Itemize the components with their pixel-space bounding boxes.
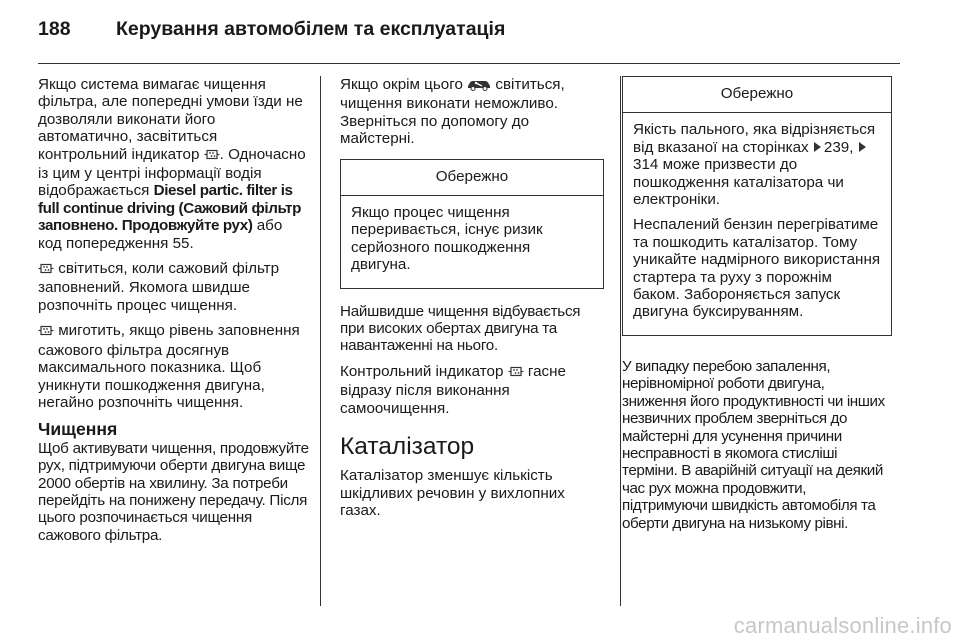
page-reference-link[interactable]: 314	[633, 156, 659, 174]
column-left	[38, 76, 310, 552]
column-divider	[320, 76, 321, 606]
watermark: carmanualsonline.info	[733, 613, 952, 638]
dpf-filter-warning-icon	[38, 324, 54, 341]
paragraph: світиться, коли сажовий фільтр заповнений. Якомога швидше розпочніть процес чищення.	[38, 260, 280, 314]
page-reference-link[interactable]: 239,	[823, 138, 854, 156]
caution-title: Обережно	[623, 77, 891, 113]
caution-title: Обережно	[341, 160, 603, 196]
paragraph: Якщо система вимагає чищення фільтра, але попередні умови їзди не дозволяли виконати його автоматично, засвітиться контрольний індикатор . Одночасно із цим у центрі інформації водія відображається Diesel partic. filter is full continue driving (Сажовий фільтр заповнено. Продовжуйте рух) або код попередження 55.	[38, 76, 306, 252]
column-divider	[620, 76, 621, 606]
caution-text: Неспалений бензин перегріватиме та пошкодить каталізатор. Тому уникайте надмірного використання стартера та руху з порожнім баком. Забороняється запуск двигуна буксируванням.	[633, 216, 881, 321]
driver-info-message: Diesel partic. filter is full continue driving (Сажовий фільтр заповнено. Продовжуйте рух)	[38, 182, 301, 235]
paragraph: миготить, якщо рівень заповнення сажового фільтра досягнув максимального показника. Щоб уникнути пошкодження двигуна, негайно розпочніть чищення.	[38, 322, 300, 411]
section-heading: Чищення	[38, 419, 118, 440]
paragraph: Якщо окрім цього світиться, чищення виконати неможливо. Зверніться по допомогу до майстерні.	[340, 76, 565, 148]
page-title: Керування автомобілем та експлуатація	[116, 18, 506, 40]
page-reference-arrow-icon	[814, 142, 821, 152]
dpf-filter-warning-icon	[38, 262, 54, 279]
page-number: 188	[38, 18, 71, 40]
paragraph: Щоб активувати чищення, продовжуйте рух, підтримуючи оберти двигуна вище 2000 обертів на хвилину. За потреби перейдіть на понижену передачу. Після цього розпочинається чищення сажового фільтра.	[38, 439, 309, 544]
caution-box	[622, 76, 892, 336]
page-header	[38, 18, 505, 41]
dpf-filter-warning-icon	[204, 148, 220, 165]
header-divider	[38, 63, 900, 64]
dpf-filter-warning-icon	[508, 365, 524, 382]
paragraph: Каталізатор зменшує кількість шкідливих речовин у вихлопних газах.	[340, 467, 565, 519]
column-middle	[340, 76, 604, 527]
paragraph: Контрольний індикатор гасне відразу після виконання самоочищення.	[340, 362, 566, 417]
caution-text: Якість пального, яка відрізняється від вказаної на сторінках 239, 314 може призвести до пошкодження каталізатора чи електроніки.	[633, 121, 876, 209]
caution-box	[340, 159, 604, 289]
section-heading: Каталізатор	[340, 433, 475, 461]
column-right	[622, 76, 892, 540]
page-reference-arrow-icon	[859, 142, 866, 152]
paragraph: У випадку перебою запалення, нерівномірної роботи двигуна, зниження його продуктивності чи інших незвичних проблем зверніться до майстерні для усунення причини несправності в якомога стисліші терміни. В аварійній ситуації на деякий час рух можна продовжити, підтримуючи швидкість автомобіля та оберти двигуна на низькому рівні.	[622, 357, 885, 532]
caution-text: Якщо процес чищення переривається, існує ризик серйозного пошкодження двигуна.	[351, 204, 543, 274]
service-vehicle-soon-icon	[467, 78, 491, 95]
paragraph: Найшвидше чищення відбувається при високих обертах двигуна та навантаженні на нього.	[340, 302, 581, 355]
